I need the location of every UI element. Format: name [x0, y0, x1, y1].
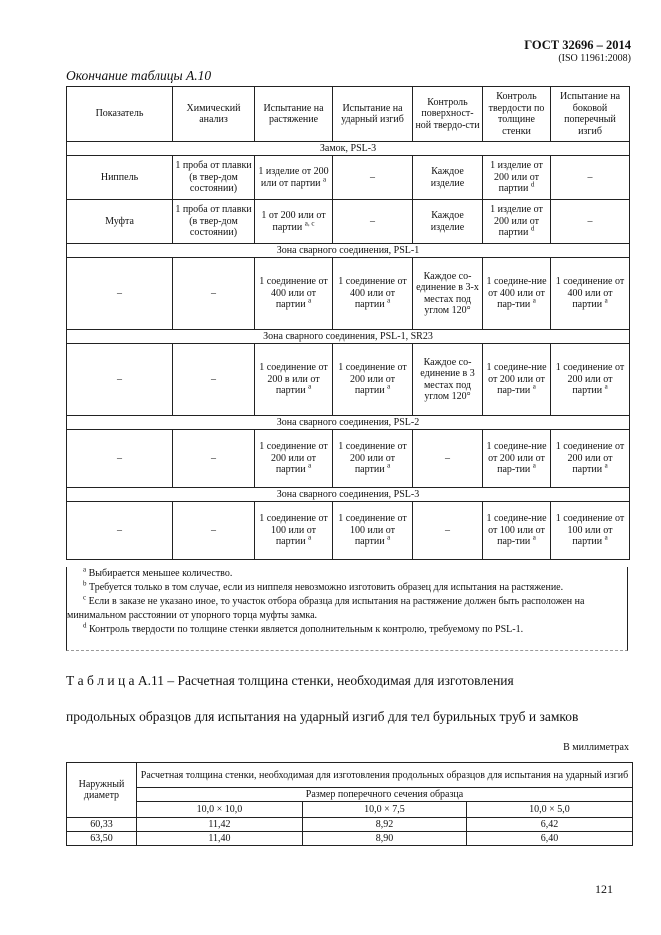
table10-footnotes [66, 567, 628, 651]
cell-bend: 1 соединение от 400 или от партии $^а$ [551, 258, 630, 330]
cell: 8,92 [303, 818, 467, 832]
document-header [524, 38, 631, 64]
cell-chem: 1 проба от плавки (в твер-дом состоянии) [173, 156, 255, 200]
col-header: Показатель [67, 87, 173, 142]
cell-name: – [67, 258, 173, 330]
col-size: 10,0 × 10,0 [137, 802, 303, 818]
cell-thickness: 1 соедине-ние от 100 или от пар-тии $^а$ [483, 502, 551, 560]
page-number: 121 [595, 882, 613, 896]
cell: 11,42 [137, 818, 303, 832]
cell-name: – [67, 502, 173, 560]
cell-tensile: 1 соединение от 400 или от партии $^а$ [255, 258, 333, 330]
cell-surface: Каждое изделие [413, 156, 483, 200]
cell-impact: 1 соединение от 200 или от партии $^а$ [333, 344, 413, 416]
col-header-group: Расчетная толщина стенки, необходимая для изготовления продольных образцов для испытания на ударный изгиб [137, 763, 633, 788]
cell-impact: – [333, 200, 413, 244]
cell: 6,42 [467, 818, 633, 832]
cell-name: Муфта [67, 200, 173, 244]
table-row [67, 832, 633, 846]
cell-thickness: 1 соедине-ние от 200 или от пар-тии $^а$ [483, 344, 551, 416]
cell-tensile: 1 от 200 или от партии $^{а, с}$ [255, 200, 333, 244]
table11-caption-cont: продольных образцов для испытания на ударный изгиб для тел бурильных труб и замков [66, 709, 579, 724]
col-header: Испытание на боковой поперечный изгиб [551, 87, 630, 142]
cell-surface: – [413, 430, 483, 488]
col-header: Испытание на ударный изгиб [333, 87, 413, 142]
cell: 6,40 [467, 832, 633, 846]
table-row [67, 156, 630, 200]
table-row [67, 502, 630, 560]
table11-caption: Т а б л и ц а А.11 – Расчетная толщина стенки, необходимая для изготовления [66, 673, 514, 688]
cell-name: – [67, 430, 173, 488]
footnote: $^b$ Требуется только в том случае, если из ниппеля невозможно изготовить образец для испытания на растяжение. [83, 579, 564, 593]
cell-thickness: 1 изделие от 200 или от партии $^d$ [483, 156, 551, 200]
footnote: $^d$ Контроль твердости по толщине стенки является дополнительным к контролю, требуемому по PSL-1. [83, 621, 524, 635]
cell: 60,33 [67, 818, 137, 832]
standard-code: ГОСТ 32696 – 2014 [524, 38, 631, 52]
section-row: Зона сварного соединения, PSL-1 [67, 244, 630, 258]
col-size: 10,0 × 5,0 [467, 802, 633, 818]
cell-tensile: 1 соединение от 100 или от партии $^а$ [255, 502, 333, 560]
col-header: Химический анализ [173, 87, 255, 142]
table-row [67, 258, 630, 330]
table-a10 [66, 86, 630, 560]
cell-chem: – [173, 344, 255, 416]
col-header: Наружный диаметр [67, 763, 137, 818]
cell-thickness: 1 соедине-ние от 200 или от пар-тии $^а$ [483, 430, 551, 488]
section-row: Замок, PSL-3 [67, 142, 630, 156]
table-row [67, 200, 630, 244]
col-header: Контроль твердости по толщине стенки [483, 87, 551, 142]
cell: 63,50 [67, 832, 137, 846]
cell-surface: Каждое со-единение в 3 местах под углом 120° [413, 344, 483, 416]
col-header-sub: Размер поперечного сечения образца [137, 788, 633, 802]
unit-label: В миллиметрах [563, 742, 629, 753]
cell-impact: 1 соединение от 200 или от партии $^а$ [333, 430, 413, 488]
cell-surface: – [413, 502, 483, 560]
footnote: $^c$ Если в заказе не указано иное, то участок отбора образца для испытания на растяжение должен быть расположен на минимальном расстоянии от упорного торца муфты замка. [67, 593, 585, 621]
cell-chem: – [173, 502, 255, 560]
cell-bend: 1 соединение от 200 или от партии $^а$ [551, 344, 630, 416]
cell-bend: 1 соединение от 200 или от партии $^а$ [551, 430, 630, 488]
cell-chem: 1 проба от плавки (в твер-дом состоянии) [173, 200, 255, 244]
col-header: Контроль поверхност-ной твердо-сти [413, 87, 483, 142]
table-row [67, 818, 633, 832]
cell-thickness: 1 соедине-ние от 400 или от пар-тии $^а$ [483, 258, 551, 330]
table-header-row [67, 87, 630, 142]
col-header: Испытание на растяжение [255, 87, 333, 142]
cell-name: Ниппель [67, 156, 173, 200]
table-a11 [66, 762, 633, 846]
cell: 8,90 [303, 832, 467, 846]
cell-tensile: 1 соединение от 200 или от партии $^а$ [255, 430, 333, 488]
section-row: Зона сварного соединения, PSL-1, SR23 [67, 330, 630, 344]
cell-name: – [67, 344, 173, 416]
cell-surface: Каждое со-единение в 3-х местах под углом 120° [413, 258, 483, 330]
cell-impact: 1 соединение от 400 или от партии $^а$ [333, 258, 413, 330]
footnote: $^a$ Выбирается меньшее количество. [83, 565, 233, 579]
cell-impact: 1 соединение от 100 или от партии $^а$ [333, 502, 413, 560]
cell: 11,40 [137, 832, 303, 846]
cell-impact: – [333, 156, 413, 200]
col-size: 10,0 × 7,5 [303, 802, 467, 818]
section-row: Зона сварного соединения, PSL-3 [67, 488, 630, 502]
cell-chem: – [173, 258, 255, 330]
cell-thickness: 1 изделие от 200 или от партии $^d$ [483, 200, 551, 244]
cell-bend: 1 соединение от 100 или от партии $^а$ [551, 502, 630, 560]
cell-tensile: 1 соединение от 200 в или от партии $^а$ [255, 344, 333, 416]
cell-bend: – [551, 200, 630, 244]
cell-surface: Каждое изделие [413, 200, 483, 244]
cell-bend: – [551, 156, 630, 200]
cell-chem: – [173, 430, 255, 488]
iso-reference: (ISO 11961:2008) [558, 53, 631, 64]
section-row: Зона сварного соединения, PSL-2 [67, 416, 630, 430]
table-row [67, 344, 630, 416]
table10-caption: Окончание таблицы А.10 [66, 68, 212, 83]
cell-tensile: 1 изделие от 200 или от партии $^а$ [255, 156, 333, 200]
table-row [67, 430, 630, 488]
